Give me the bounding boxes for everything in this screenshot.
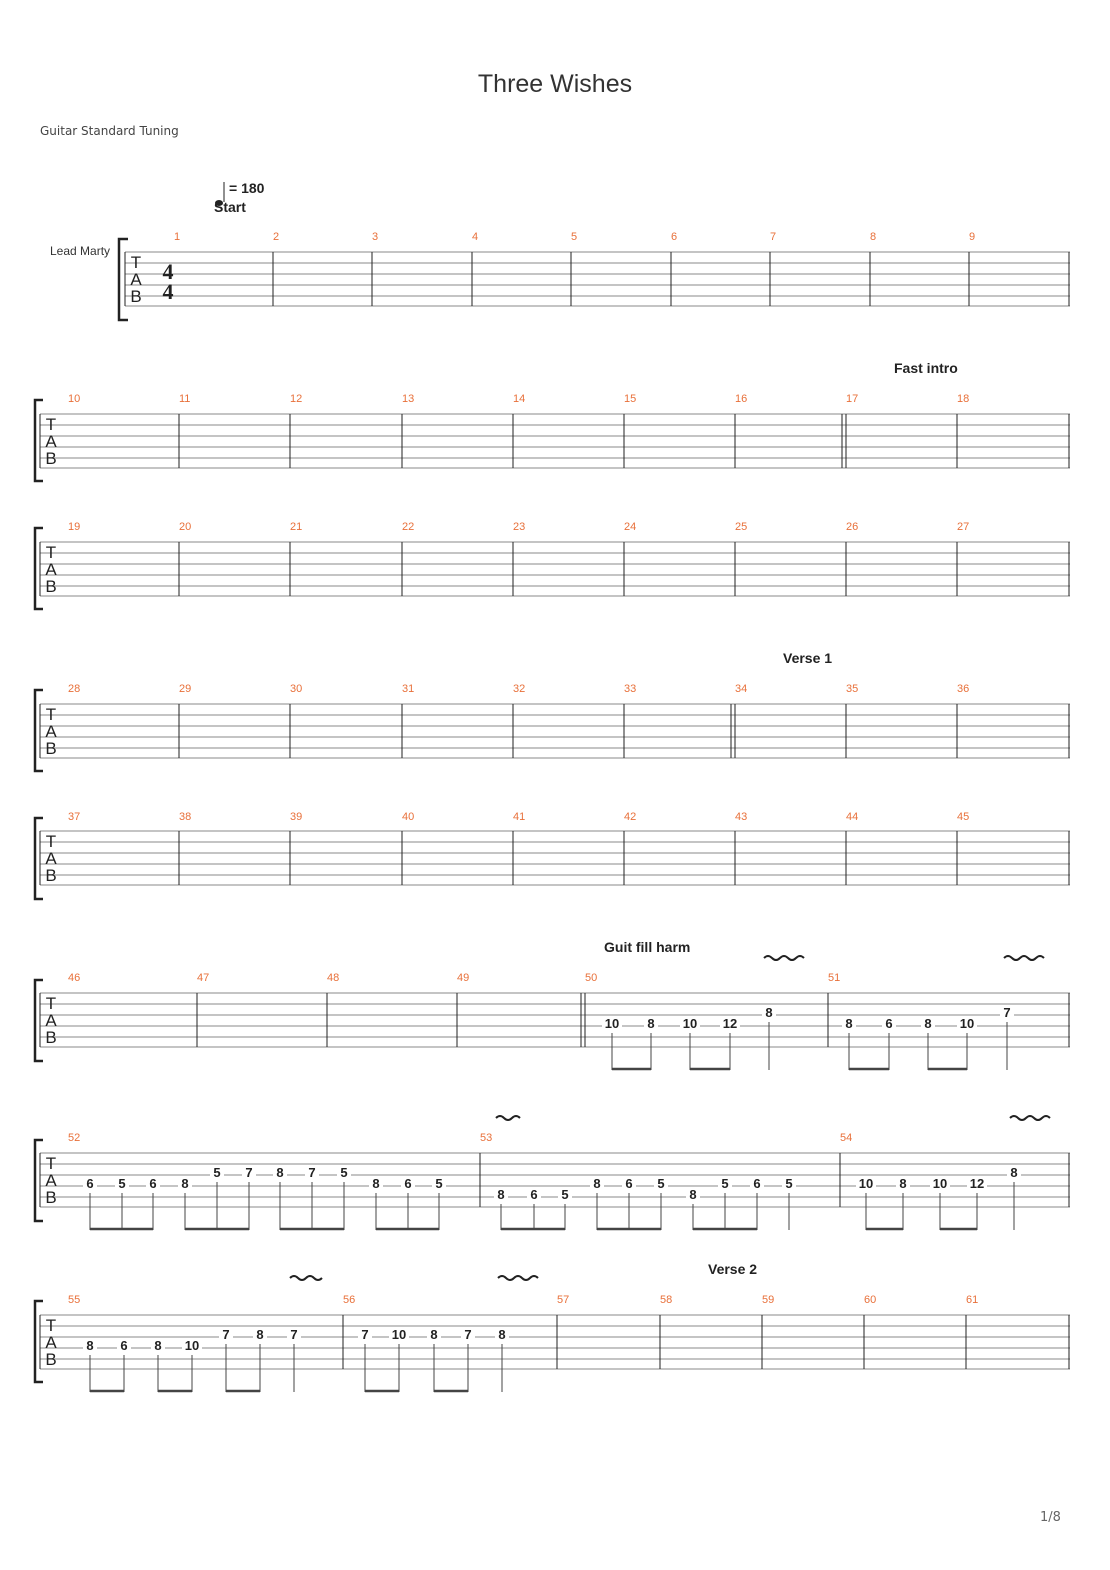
fret-number: 10	[959, 1016, 975, 1031]
tab-letter-a: A	[45, 1333, 57, 1352]
measure-number: 3	[372, 231, 379, 243]
measure-number: 10	[68, 393, 81, 405]
section-label: Verse 2	[708, 1261, 758, 1277]
fret-number: 8	[86, 1338, 94, 1353]
fret-number: 8	[497, 1187, 505, 1202]
measure-number: 38	[179, 811, 192, 823]
fret-number: 5	[657, 1176, 665, 1191]
fret-number: 6	[149, 1176, 157, 1191]
fret-number: 8	[647, 1016, 655, 1031]
fret-number: 5	[721, 1176, 729, 1191]
measure-number: 44	[846, 811, 859, 823]
measure-number: 45	[957, 811, 970, 823]
measure-number: 4	[472, 231, 479, 243]
vibrato-mark	[498, 1276, 538, 1280]
fret-number: 8	[899, 1176, 907, 1191]
fret-number: 10	[391, 1327, 407, 1342]
measure-number: 26	[846, 521, 859, 533]
measure-number: 60	[864, 1294, 877, 1306]
tab-letter-b: B	[45, 577, 57, 596]
tuning-label: Guitar Standard Tuning	[40, 124, 179, 138]
measure-number: 22	[402, 521, 415, 533]
fret-number: 5	[435, 1176, 443, 1191]
tab-letter-t: T	[45, 543, 57, 562]
measure-number: 18	[957, 393, 970, 405]
system-6	[35, 939, 1070, 1070]
system-8	[35, 1261, 1070, 1392]
measure-number: 2	[273, 231, 280, 243]
system-3	[35, 521, 1070, 609]
measure-number: 12	[290, 393, 303, 405]
tab-letter-b: B	[130, 287, 142, 306]
tab-letter-b: B	[45, 1188, 57, 1207]
system-7	[35, 1116, 1070, 1230]
measure-number: 21	[290, 521, 303, 533]
tempo-bpm: = 180	[229, 180, 265, 196]
fret-number: 8	[765, 1005, 773, 1020]
measure-number: 54	[840, 1132, 853, 1144]
fret-number: 10	[932, 1176, 948, 1191]
system-1	[119, 231, 1070, 320]
measure-number: 31	[402, 683, 415, 695]
fret-number: 5	[340, 1165, 348, 1180]
measure-number: 30	[290, 683, 303, 695]
fret-number: 10	[858, 1176, 874, 1191]
measure-number: 28	[68, 683, 81, 695]
measure-number: 23	[513, 521, 526, 533]
measure-number: 19	[68, 521, 81, 533]
fret-number: 6	[885, 1016, 893, 1031]
tab-letter-a: A	[45, 432, 57, 451]
tempo-marker	[214, 180, 265, 215]
vibrato-mark	[496, 1116, 520, 1120]
tab-letter-a: A	[130, 270, 142, 289]
tab-letter-b: B	[45, 1028, 57, 1047]
tab-letter-b: B	[45, 1350, 57, 1369]
measure-number: 37	[68, 811, 81, 823]
tab-letter-a: A	[45, 560, 57, 579]
fret-number: 8	[256, 1327, 264, 1342]
tab-letter-b: B	[45, 866, 57, 885]
fret-number: 8	[689, 1187, 697, 1202]
fret-number: 7	[222, 1327, 230, 1342]
song-title: Three Wishes	[477, 70, 633, 98]
fret-number: 12	[722, 1016, 738, 1031]
fret-number: 8	[845, 1016, 853, 1031]
fret-number: 8	[593, 1176, 601, 1191]
measure-number: 9	[969, 231, 976, 243]
measure-number: 8	[870, 231, 877, 243]
tab-letter-b: B	[45, 449, 57, 468]
measure-number: 41	[513, 811, 526, 823]
measure-number: 59	[762, 1294, 775, 1306]
fret-number: 7	[361, 1327, 369, 1342]
measure-number: 58	[660, 1294, 673, 1306]
fret-number: 7	[290, 1327, 298, 1342]
fret-number: 7	[308, 1165, 316, 1180]
tab-letter-t: T	[45, 705, 57, 724]
measure-number: 51	[828, 972, 841, 984]
section-label: Guit fill harm	[604, 939, 691, 955]
measure-number: 14	[513, 393, 526, 405]
measure-number: 7	[770, 231, 777, 243]
fret-number: 6	[753, 1176, 761, 1191]
measure-number: 55	[68, 1294, 81, 1306]
measure-number: 43	[735, 811, 748, 823]
measure-number: 34	[735, 683, 748, 695]
tab-letter-t: T	[45, 994, 57, 1013]
vibrato-mark	[1004, 956, 1044, 960]
fret-number: 6	[625, 1176, 633, 1191]
measure-number: 6	[671, 231, 678, 243]
vibrato-mark	[290, 1276, 322, 1280]
vibrato-mark	[764, 956, 804, 960]
measure-number: 20	[179, 521, 192, 533]
measure-number: 17	[846, 393, 859, 405]
fret-number: 10	[184, 1338, 200, 1353]
tab-letter-t: T	[45, 415, 57, 434]
measure-number: 5	[571, 231, 578, 243]
measure-number: 53	[480, 1132, 493, 1144]
measure-number: 29	[179, 683, 192, 695]
tab-letter-a: A	[45, 1011, 57, 1030]
measure-number: 36	[957, 683, 970, 695]
fret-number: 5	[785, 1176, 793, 1191]
fret-number: 7	[1003, 1005, 1011, 1020]
measure-number: 27	[957, 521, 970, 533]
system-4	[35, 650, 1070, 771]
measure-number: 39	[290, 811, 303, 823]
time-signature-bottom: 4	[162, 279, 174, 304]
fret-number: 8	[154, 1338, 162, 1353]
system-2	[35, 360, 1070, 481]
fret-number: 8	[498, 1327, 506, 1342]
measure-number: 16	[735, 393, 748, 405]
measure-number: 52	[68, 1132, 81, 1144]
measure-number: 47	[197, 972, 210, 984]
measure-number: 35	[846, 683, 859, 695]
measure-number: 42	[624, 811, 637, 823]
measure-number: 50	[585, 972, 598, 984]
measure-number: 40	[402, 811, 415, 823]
fret-number: 5	[561, 1187, 569, 1202]
tab-letter-t: T	[45, 1316, 57, 1335]
measure-number: 61	[966, 1294, 979, 1306]
tab-letter-a: A	[45, 1171, 57, 1190]
tab-letter-b: B	[45, 739, 57, 758]
tab-letter-t: T	[45, 1154, 57, 1173]
fret-number: 8	[276, 1165, 284, 1180]
fret-number: 8	[1010, 1165, 1018, 1180]
tab-letter-t: T	[130, 253, 142, 272]
measure-number: 24	[624, 521, 637, 533]
fret-number: 7	[464, 1327, 472, 1342]
measure-number: 25	[735, 521, 748, 533]
fret-number: 6	[530, 1187, 538, 1202]
fret-number: 5	[118, 1176, 126, 1191]
fret-number: 10	[604, 1016, 620, 1031]
page-number: 1/8	[1040, 1510, 1061, 1525]
fret-number: 6	[86, 1176, 94, 1191]
fret-number: 10	[682, 1016, 698, 1031]
measure-number: 15	[624, 393, 637, 405]
measure-number: 32	[513, 683, 526, 695]
section-label: Verse 1	[783, 650, 833, 666]
tab-letter-a: A	[45, 722, 57, 741]
measure-number: 46	[68, 972, 81, 984]
vibrato-mark	[1010, 1116, 1050, 1120]
fret-number: 12	[969, 1176, 985, 1191]
measure-number: 13	[402, 393, 415, 405]
tab-letter-a: A	[45, 849, 57, 868]
time-signature-top: 4	[162, 259, 174, 284]
measure-number: 56	[343, 1294, 356, 1306]
fret-number: 8	[372, 1176, 380, 1191]
measure-number: 57	[557, 1294, 570, 1306]
fret-number: 6	[404, 1176, 412, 1191]
tempo-start-label: Start	[214, 199, 246, 215]
measure-number: 33	[624, 683, 637, 695]
fret-number: 8	[924, 1016, 932, 1031]
system-5	[35, 811, 1070, 899]
section-label: Fast intro	[894, 360, 958, 376]
fret-number: 8	[430, 1327, 438, 1342]
measure-number: 48	[327, 972, 340, 984]
measure-number: 49	[457, 972, 470, 984]
fret-number: 8	[181, 1176, 189, 1191]
measure-number: 1	[174, 231, 181, 243]
fret-number: 6	[120, 1338, 128, 1353]
measure-number: 11	[179, 393, 191, 405]
fret-number: 7	[245, 1165, 253, 1180]
track-name: Lead Marty	[50, 244, 111, 258]
fret-number: 5	[213, 1165, 221, 1180]
tab-letter-t: T	[45, 832, 57, 851]
